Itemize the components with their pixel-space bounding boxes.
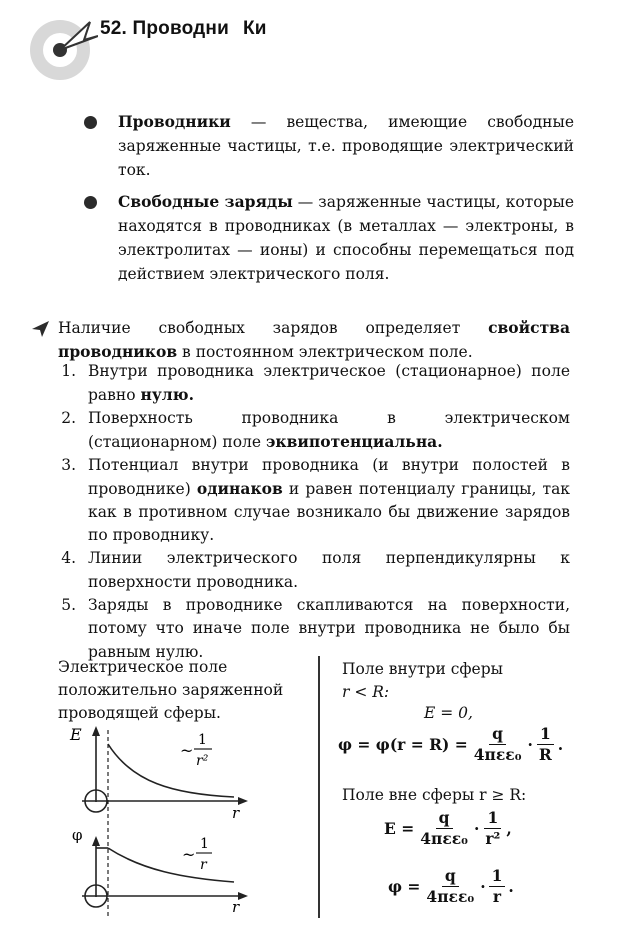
outside-label: Поле вне сферы r ≥ R: <box>342 786 527 804</box>
field-graphs <box>62 722 312 926</box>
svg-text:~: ~ <box>180 741 194 760</box>
r-axis-label: r <box>232 898 240 916</box>
formula-e-inside: E = 0, <box>424 704 473 722</box>
list-item: 2. Поверхность проводника в электрическом (стационарном) поле эквипотенциальна. <box>61 409 570 451</box>
formula-phi-outside: φ = $\frac{q}{\text{4πεε₀}}$ · $\frac{1}{r}$ . <box>388 866 514 906</box>
phi-graph <box>72 826 248 916</box>
e-graph <box>69 725 248 822</box>
e-axis-label: E <box>70 725 82 744</box>
inside-label-1: Поле внутри сферы <box>342 660 503 678</box>
page-title <box>100 18 267 40</box>
properties-list <box>54 360 570 664</box>
list-item: 1. Внутри проводника электрическое (стационарное) поле равно нулю. <box>61 362 570 404</box>
intro-text: Наличие свободных зарядов определяет <box>58 319 489 337</box>
e-fraction-den: r² <box>196 753 209 769</box>
title-part-1: 52. Проводни <box>100 18 229 39</box>
definition-conductors <box>84 110 574 182</box>
e-fraction-num: 1 <box>198 732 207 748</box>
phi-fraction-num: 1 <box>200 836 209 852</box>
bullet-icon <box>84 196 97 209</box>
intro-text-end: в постоянном электрическом поле. <box>177 343 473 361</box>
column-divider <box>318 656 320 918</box>
graph-caption: Электрическое поле положительно заряженной проводящей сферы. <box>58 658 284 722</box>
definition-text: — заряженные частицы, которые находятся в проводниках (в металлах — электроны, в электролитах — ионы) и способны перемещаться под действием электрического поля. <box>118 193 575 283</box>
note-arrow-icon <box>30 320 50 342</box>
title-part-2: Ки <box>242 18 267 39</box>
r-axis-label: r <box>232 804 240 822</box>
phi-fraction-den: r <box>200 857 207 873</box>
formula-phi-inside: φ = φ(r = R) = $\frac{q}{\text{4πεε₀}}$ · $\frac{1}{R}$ . <box>338 724 564 764</box>
definition-term: Свободные заряды <box>118 192 293 211</box>
list-item: 3. Потенциал внутри проводника (и внутри полостей в проводнике) одинаков и равен потенциалу границы, так как в противном случае возникало бы движение зарядов по проводнику. <box>61 456 570 544</box>
bullet-icon <box>84 116 97 129</box>
list-item: 5. Заряды в проводнике скапливаются на поверхности, потому что иначе поле внутри проводника не было бы равным нулю. <box>61 596 570 661</box>
intro-bold: свойства проводников <box>58 318 570 361</box>
list-item: 4. Линии электрического поля перпендикулярны к поверхности проводника. <box>61 549 570 591</box>
svg-text:~: ~ <box>182 845 196 864</box>
definition-term: Проводники <box>118 112 231 131</box>
section-logo-icon <box>28 14 98 88</box>
formula-e-outside: E = $\frac{q}{\text{4πεε₀}}$ · $\frac{1}{\text{r²}}$ , <box>384 808 512 848</box>
definition-text: — вещества, имеющие свободные заряженные частицы, т.е. проводящие электрический ток. <box>118 113 574 179</box>
phi-axis-label: φ <box>72 826 83 844</box>
inside-label-2: r < R: <box>342 683 390 701</box>
properties-intro <box>58 316 570 364</box>
definition-free-charges <box>84 190 574 286</box>
